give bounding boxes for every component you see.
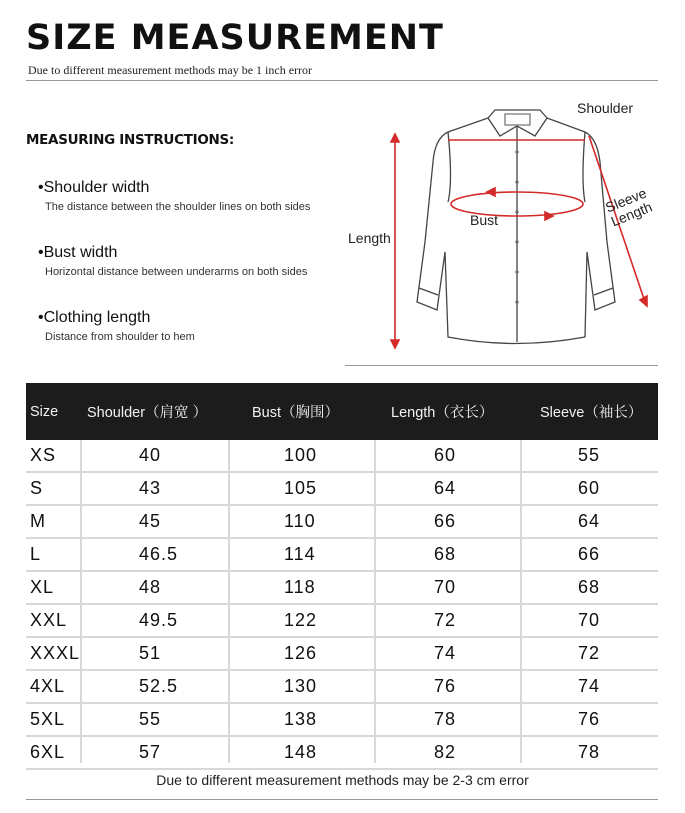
cell-size: M [30,511,46,531]
cell-size: XXXL [30,643,81,663]
table-row [26,473,658,506]
cell-shoulder: 51 [139,643,162,663]
cell-size: 5XL [30,709,66,729]
instruction-title-bust: •Bust width [38,244,118,261]
shirt-diagram [345,92,665,354]
cell-bust: 126 [284,643,318,663]
cell-bust: 114 [284,544,316,564]
cell-shoulder: 48 [139,577,162,597]
column-divider [80,440,82,763]
cell-size: L [30,544,42,564]
bust-label: Bust [470,212,499,228]
cell-size: XL [30,577,55,597]
cell-length: 60 [434,445,457,465]
cell-sleeve: 55 [578,445,601,465]
instruction-desc-bust: Horizontal distance between underarms on both sides [45,266,308,278]
cell-length: 70 [434,577,457,597]
cell-size: 4XL [30,676,66,696]
header-shoulder: Shoulder（肩宽 ） [87,405,208,421]
cell-bust: 110 [284,511,316,531]
cell-length: 66 [434,511,457,531]
cell-length: 78 [434,709,457,729]
cell-shoulder: 43 [139,478,162,498]
table-row [26,506,658,539]
shoulder-label: Shoulder [577,100,634,116]
table-row [26,539,658,572]
cell-shoulder: 52.5 [139,676,179,696]
cell-size: S [30,478,44,498]
cell-bust: 100 [284,445,318,465]
cell-length: 68 [434,544,457,564]
cell-size: XXL [30,610,68,630]
cell-length: 76 [434,676,457,696]
table-row [26,704,658,737]
instruction-title-length: •Clothing length [38,309,151,326]
length-label: Length [348,230,391,246]
cell-sleeve: 76 [578,709,601,729]
table-row [26,737,658,770]
divider [26,799,658,800]
cell-shoulder: 55 [139,709,162,729]
column-divider [520,440,522,763]
cell-bust: 122 [284,610,318,630]
cell-bust: 148 [284,742,318,762]
divider [26,80,658,81]
cell-bust: 138 [284,709,318,729]
cell-sleeve: 74 [578,676,601,696]
table-row [26,638,658,671]
header-size: Size [30,403,59,420]
cell-shoulder: 40 [139,445,162,465]
page-subtitle: Due to different measurement methods may be 1 inch error [28,63,313,77]
cell-shoulder: 49.5 [139,610,179,630]
cell-length: 74 [434,643,457,663]
instruction-title-shoulder: •Shoulder width [38,179,150,196]
cell-bust: 118 [284,577,316,597]
header-bust: Bust（胸围） [252,405,340,421]
cell-sleeve: 64 [578,511,601,531]
cell-bust: 130 [284,676,318,696]
table-row [26,572,658,605]
cell-size: 6XL [30,742,66,762]
column-divider [228,440,230,763]
instruction-desc-shoulder: The distance between the shoulder lines on both sides [45,201,311,213]
table-body [26,440,658,770]
cell-shoulder: 57 [139,742,162,762]
cell-sleeve: 66 [578,544,601,564]
cell-sleeve: 60 [578,478,601,498]
header-length: Length（衣长） [391,405,494,421]
cell-sleeve: 70 [578,610,601,630]
cell-length: 72 [434,610,457,630]
table-row [26,605,658,638]
cell-length: 64 [434,478,457,498]
sleeve-label: Sleeve Length [603,184,655,230]
instructions-heading: MEASURING INSTRUCTIONS: [26,132,235,148]
footnote: Due to different measurement methods may be 2-3 cm error [156,772,529,788]
page-title: SIZE MEASUREMENT [26,18,444,58]
cell-shoulder: 46.5 [139,544,179,564]
cell-sleeve: 68 [578,577,601,597]
cell-bust: 105 [284,478,318,498]
table-header [26,383,658,440]
header-sleeve: Sleeve（袖长） [540,405,643,421]
instruction-desc-length: Distance from shoulder to hem [45,331,195,343]
table-row [26,671,658,704]
cell-sleeve: 78 [578,742,601,762]
cell-length: 82 [434,742,457,762]
cell-shoulder: 45 [139,511,162,531]
cell-size: XS [30,445,57,465]
divider [345,365,658,366]
column-divider [374,440,376,763]
cell-sleeve: 72 [578,643,601,663]
size-table [26,383,658,770]
table-row [26,440,658,473]
